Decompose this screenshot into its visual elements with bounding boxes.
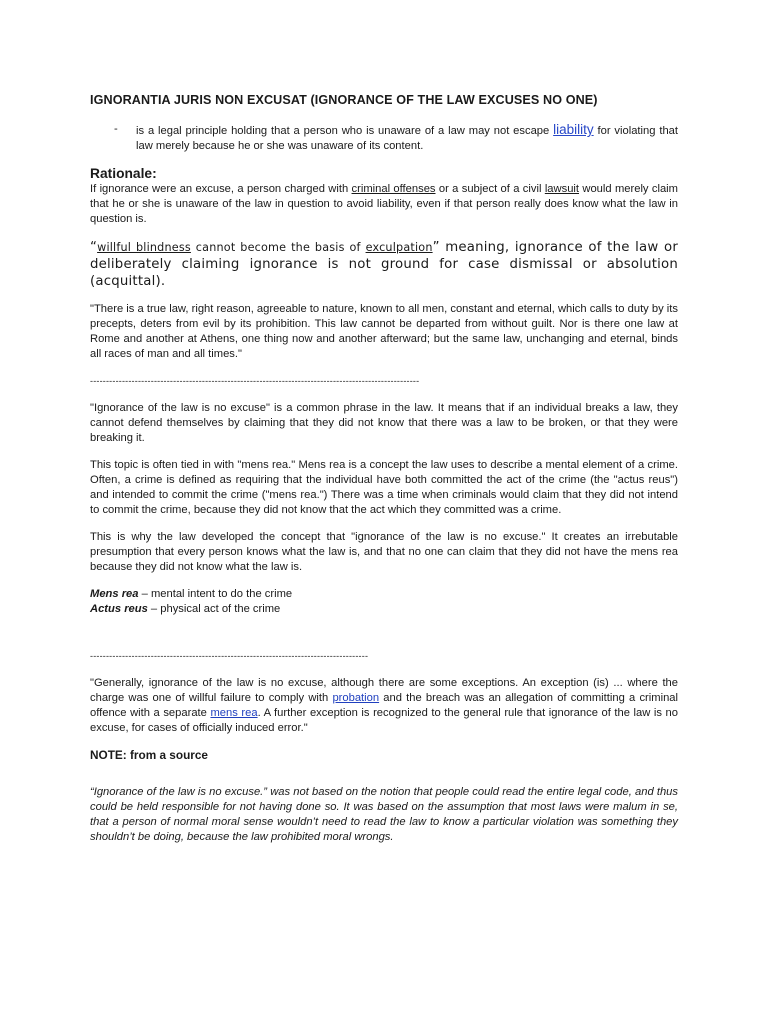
irrebutable-paragraph: This is why the law developed the concept that "ignorance of the law is no excuse." It creates an irrebutable presumption that every person knows what the law is, and that no one can claim that they did not have the mens rea because they did not know what the law is. xyxy=(90,531,678,573)
willful-blindness-paragraph xyxy=(90,239,678,290)
exceptions-text-2: and the breach was an allegation of committing a criminal offence with a separate xyxy=(90,692,678,719)
ignorance-paragraph: "Ignorance of the law is no excuse" is a common phrase in the law. It means that if an individual breaks a law, they cannot defend themselves by claiming that they did not know that there was a law to be broken, or that they were breaking it. xyxy=(90,402,678,444)
rationale-text-3: would merely claim that he or she is unaware of the law in question to avoid liability, even if that person really does know what the law in question is. xyxy=(90,183,678,225)
willful-mid-text: cannot become the basis of xyxy=(190,241,366,254)
mens-rea-paragraph: This topic is often tied in with "mens rea." Mens rea is a concept the law uses to describe a mental element of a crime. Often, a crime is defined as requiring that the individual have both committed the act of the crime (the "actus reus") and intended to commit the crime ("mens rea.") There was a time when criminals would claim that they did not intend to commit the crime, because they did not know that the act which they committed was a crime. xyxy=(90,459,678,516)
divider-1: ------------------------------------------------------------------------------------------------------- xyxy=(90,376,420,386)
criminal-offenses-link[interactable]: criminal offenses xyxy=(351,183,436,195)
bullet-text xyxy=(136,122,678,154)
exceptions-text-3: . A further exception is recognized to the general rule that ignorance of the law is no excuse, for cases of officially induced error." xyxy=(90,707,678,734)
note-heading: NOTE: from a source xyxy=(90,748,208,762)
actus-reus-term: Actus reus xyxy=(90,603,148,615)
mens-rea-term: Mens rea xyxy=(90,588,139,600)
exceptions-text-1: "Generally, ignorance of the law is no excuse, although there are some exceptions. An exception (is) ... where the charge was one of willful failure to comply with xyxy=(90,677,678,704)
mens-rea-definition xyxy=(90,587,678,602)
rationale-paragraph xyxy=(90,182,678,227)
cicero-quote: "There is a true law, right reason, agreeable to nature, known to all men, constant and eternal, which calls to duty by its precepts, deters from evil by its prohibition. This law cannot be departed from without guilt. Nor is there one law at Rome and another at Athens, one thing now and another afterward; but the same law, unchanging and eternal, binds all races of man and all times." xyxy=(90,303,678,360)
document-title: IGNORANTIA JURIS NON EXCUSAT (IGNORANCE OF THE LAW EXCUSES NO ONE) xyxy=(90,93,598,107)
lawsuit-link[interactable]: lawsuit xyxy=(544,183,580,195)
bullet-text-before: is a legal principle holding that a person who is unaware of a law may not escape xyxy=(136,125,554,137)
bullet-dash: - xyxy=(114,123,118,135)
liability-link[interactable]: liability xyxy=(553,122,594,137)
note-paragraph: “Ignorance of the law is no excuse.” was not based on the notion that people could read the entire legal code, and thus could be held responsible for not having done so. It was based on the assumption that most laws were malum in se, that a person of normal moral sense wouldn’t need to read the law to know a particular violation was something they shouldn’t be doing, because the law prohibited moral wrongs. xyxy=(90,786,678,843)
actus-reus-definition xyxy=(90,602,678,617)
exculpation-term[interactable]: exculpation xyxy=(365,241,433,254)
open-quote: “ xyxy=(90,240,98,255)
mens-rea-def-text: – mental intent to do the crime xyxy=(138,588,293,600)
willful-blindness-term[interactable]: willful blindness xyxy=(97,241,191,254)
bullet-text-after: for violating that law merely because he or she was unaware of its content. xyxy=(136,125,679,152)
rationale-text-2: or a subject of a civil xyxy=(435,183,545,195)
mens-rea-link[interactable]: mens rea xyxy=(210,707,258,719)
rationale-text-1: If ignorance were an excuse, a person charged with xyxy=(90,183,352,195)
definitions-block xyxy=(90,587,678,617)
definition-bullet xyxy=(90,122,678,154)
exceptions-paragraph xyxy=(90,676,678,736)
probation-link[interactable]: probation xyxy=(332,692,380,704)
actus-reus-def-text: – physical act of the crime xyxy=(147,603,281,615)
willful-rest-text: ” meaning, ignorance of the law or deliberately claiming ignorance is not ground for case dismissal or absolution (acquittal). xyxy=(90,240,678,289)
rationale-heading: Rationale: xyxy=(90,166,157,181)
document-page xyxy=(90,93,678,845)
divider-2: --------------------------------------------------------------------------------------- xyxy=(90,651,369,661)
